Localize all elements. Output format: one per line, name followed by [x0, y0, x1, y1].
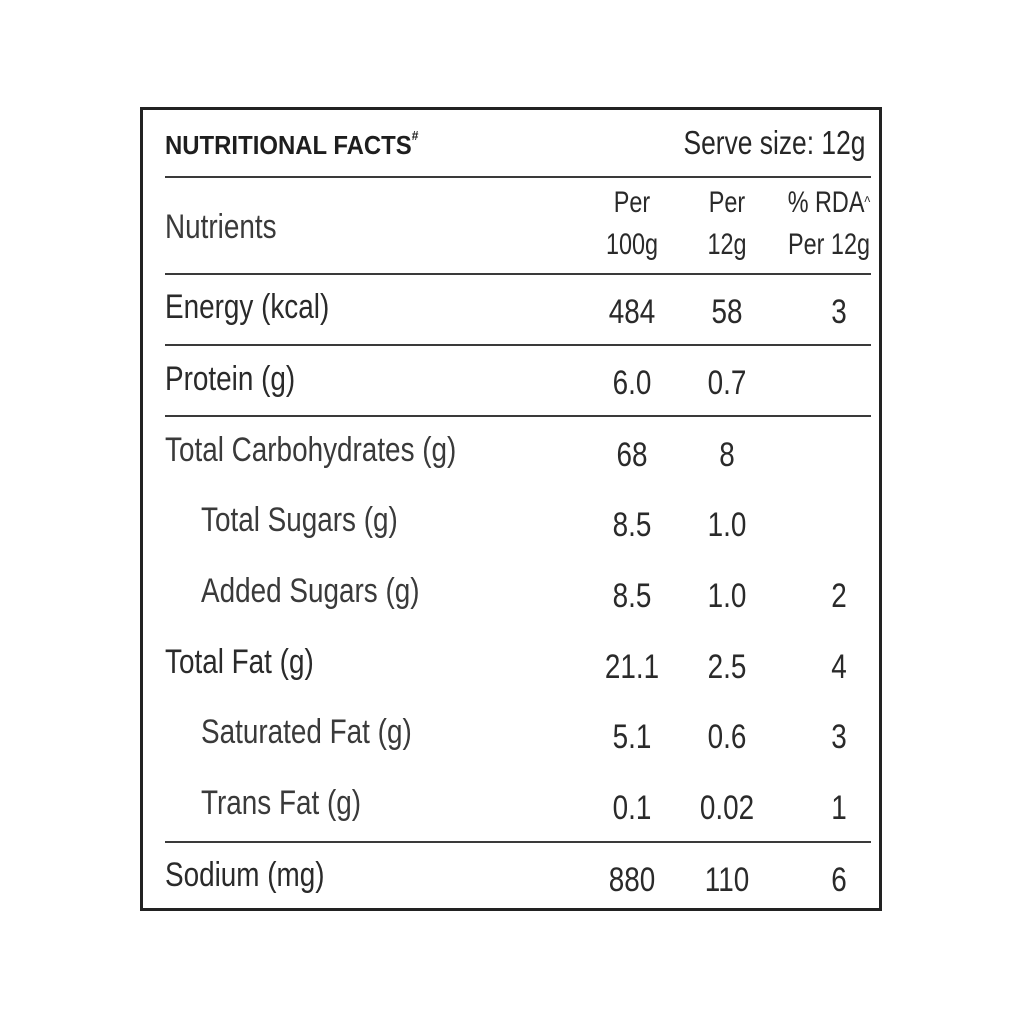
per-12g-value: 0.6: [707, 718, 747, 756]
nutrients-column-header: Nutrients: [165, 208, 277, 246]
per-100g-line1: Per: [613, 186, 651, 219]
divider: [165, 273, 871, 275]
per-100g-column-header: [593, 182, 671, 266]
per-12g-line1: Per: [708, 186, 746, 219]
per-12g-value: 0.7: [707, 364, 747, 402]
nutrition-facts-panel: [140, 107, 882, 911]
rda-line2: Per 12g: [788, 228, 870, 261]
per-100g-value: 484: [608, 293, 656, 331]
per-100g-value: 6.0: [612, 364, 652, 402]
divider: [165, 344, 871, 346]
rda-value: 6: [831, 861, 847, 899]
title-text: NUTRITIONAL FACTS: [165, 130, 412, 160]
per-100g-value: 21.1: [604, 648, 660, 686]
per-12g-value: 110: [704, 861, 750, 899]
per-12g-value: 2.5: [707, 648, 747, 686]
panel-title: [165, 130, 418, 161]
rda-value: 3: [831, 718, 847, 756]
rda-line1-text: % RDA: [787, 186, 865, 219]
rda-line1: [782, 182, 876, 224]
per-12g-value: 8: [719, 436, 735, 474]
nutrient-name: Total Sugars (g): [201, 501, 398, 539]
divider: [165, 415, 871, 417]
per-12g-value: 1.0: [707, 577, 747, 615]
rda-column-header: [782, 182, 876, 266]
nutrient-name: Protein (g): [165, 360, 296, 398]
per-12g-value: 0.02: [699, 789, 755, 827]
rda-footnote-mark: ^: [864, 194, 871, 211]
per-100g-value: 8.5: [612, 506, 652, 544]
divider: [165, 176, 871, 178]
title-footnote-mark: #: [411, 128, 419, 143]
per-100g-value: 5.1: [612, 718, 652, 756]
nutrient-name: Total Carbohydrates (g): [165, 431, 457, 469]
nutrient-name: Trans Fat (g): [201, 784, 362, 822]
rda-value: 1: [831, 789, 847, 827]
per-12g-value: 58: [711, 293, 743, 331]
serve-size: Serve size: 12g: [683, 124, 865, 161]
nutrient-name: Sodium (mg): [165, 856, 325, 894]
per-100g-value: 0.1: [612, 789, 652, 827]
nutrient-name: Added Sugars (g): [201, 572, 420, 610]
divider: [165, 841, 871, 843]
per-100g-value: 68: [616, 436, 648, 474]
per-12g-value: 1.0: [707, 506, 747, 544]
nutrient-name: Energy (kcal): [165, 288, 330, 326]
rda-value: 2: [831, 577, 847, 615]
per-100g-line2: 100g: [605, 228, 659, 261]
nutrient-name: Saturated Fat (g): [201, 713, 412, 751]
per-12g-line2: 12g: [707, 228, 747, 261]
rda-value: 3: [831, 293, 847, 331]
per-100g-value: 8.5: [612, 577, 652, 615]
per-100g-value: 880: [608, 861, 656, 899]
nutrient-name: Total Fat (g): [165, 643, 314, 681]
title-row: [143, 110, 879, 178]
rda-value: 4: [831, 648, 847, 686]
per-12g-column-header: [688, 182, 766, 266]
